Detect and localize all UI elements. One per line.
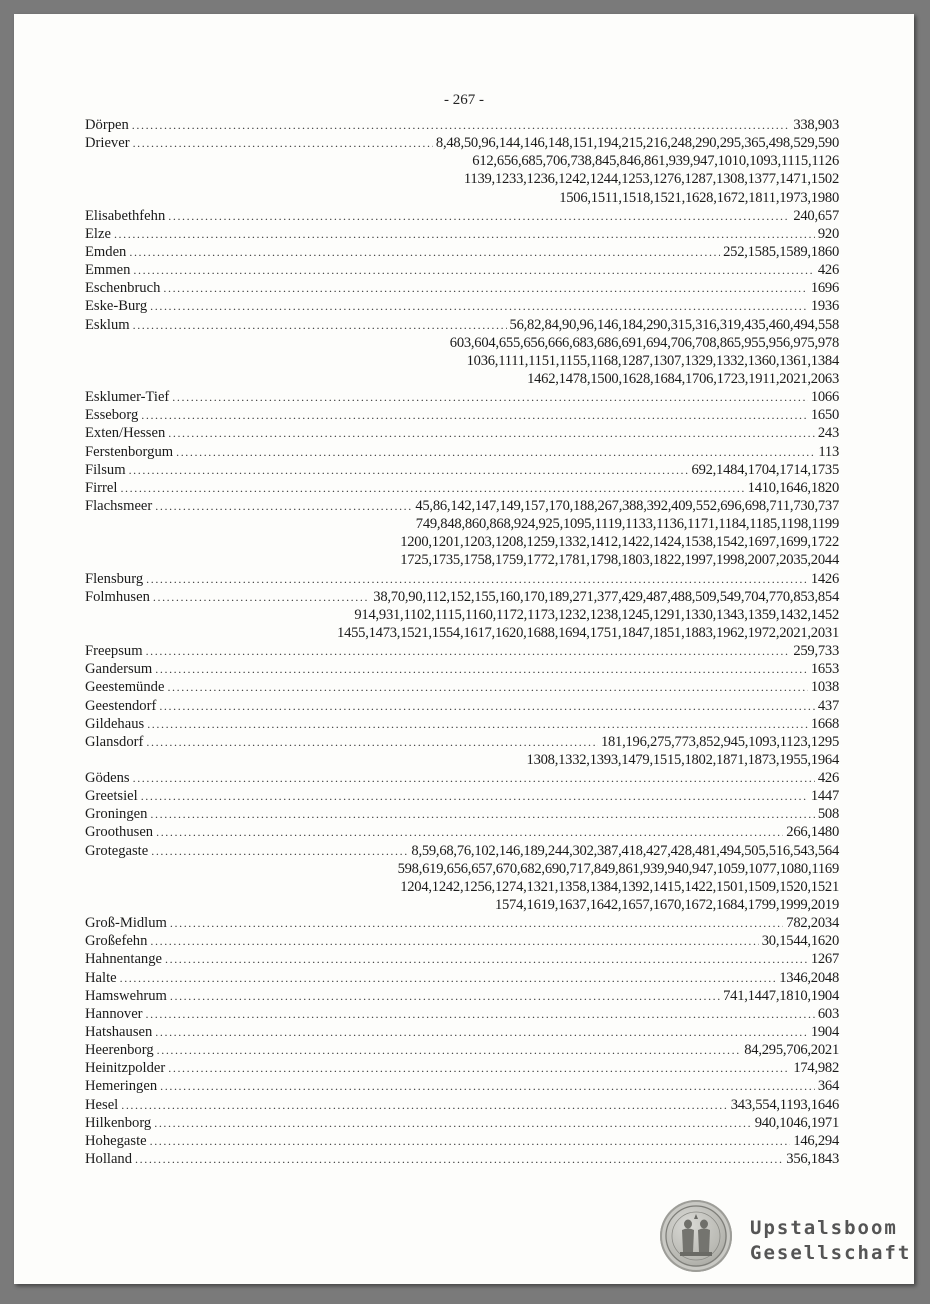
index-entry (85, 297, 839, 315)
reference-numbers: 1904 (810, 1024, 839, 1041)
index-entry-first-line (85, 697, 839, 715)
index-entry-first-line (85, 769, 839, 787)
index-entry-first-line (85, 914, 839, 932)
index-entry (85, 261, 839, 279)
place-name: Eske-Burg (85, 298, 148, 315)
reference-numbers: 56,82,84,90,96,146,184,290,315,316,319,435,460,494,558 (509, 316, 839, 333)
reference-numbers: 508 (817, 806, 839, 823)
reference-numbers: 8,48,50,96,144,146,148,151,194,215,216,248,290,295,365,498,529,590 (435, 135, 839, 152)
index-entry-first-line (85, 261, 839, 279)
reference-numbers: 1267 (810, 951, 839, 968)
index-entry (85, 660, 839, 678)
index-entry (85, 914, 839, 932)
place-name: Halte (85, 969, 117, 986)
place-name: Esklum (85, 316, 130, 333)
reference-numbers: 252,1585,1589,1860 (723, 243, 839, 260)
dot-leader (165, 950, 808, 968)
place-name: Grotegaste (85, 842, 149, 859)
reference-numbers: 174,982 (793, 1060, 839, 1077)
reference-numbers: 603 (817, 1005, 839, 1022)
reference-numbers-continuation: 749,848,860,868,924,925,1095,1119,1133,1136,1171,1184,1185,1198,1199 (415, 516, 839, 533)
dot-leader (135, 1150, 783, 1168)
place-name: Holland (85, 1151, 133, 1168)
index-entry-first-line (85, 461, 839, 479)
dot-leader (167, 678, 807, 696)
reference-numbers: 1066 (810, 389, 839, 406)
index-entry (85, 950, 839, 968)
index-entry (85, 388, 839, 406)
index-entry (85, 207, 839, 225)
reference-numbers-continuation: 612,656,685,706,738,845,846,861,939,947,1010,1093,1115,1126 (472, 153, 839, 170)
dot-leader (157, 1041, 742, 1059)
dot-leader (170, 914, 783, 932)
dot-leader (132, 116, 791, 134)
reference-numbers: 1653 (810, 661, 839, 678)
dot-leader (129, 461, 689, 479)
place-name: Flensburg (85, 570, 144, 587)
index-entry-first-line (85, 787, 839, 805)
dot-leader (168, 1059, 790, 1077)
index-entry (85, 1150, 839, 1168)
index-entry-first-line (85, 1150, 839, 1168)
index-entry (85, 588, 839, 642)
index-entry-first-line (85, 733, 839, 751)
reference-numbers: 338,903 (793, 117, 839, 133)
index-entry-first-line (85, 316, 839, 334)
reference-numbers-continuation: 1506,1511,1518,1521,1628,1672,1811,1973,1980 (559, 189, 839, 206)
dot-leader (114, 225, 815, 243)
dot-leader (155, 1023, 808, 1041)
dot-leader (129, 243, 720, 261)
reference-numbers: 782,2034 (786, 915, 839, 932)
place-name: Elisabethfehn (85, 207, 166, 224)
index-entry (85, 642, 839, 660)
wordmark-line-2: Gesellschaft (750, 1242, 912, 1264)
reference-numbers: 181,196,275,773,852,945,1093,1123,1295 (600, 733, 839, 750)
index-entry-first-line (85, 1077, 839, 1095)
place-name: Dörpen (85, 117, 129, 133)
dot-leader (155, 660, 808, 678)
index-entry-first-line (85, 116, 839, 134)
reference-numbers: 45,86,142,147,149,157,170,188,267,388,392,409,552,696,698,711,730,737 (415, 497, 839, 514)
index-entry-first-line (85, 243, 839, 261)
index-entry (85, 805, 839, 823)
dot-leader (141, 787, 808, 805)
reference-numbers: 741,1447,1810,1904 (723, 987, 839, 1004)
reference-numbers-continuation: 914,931,1102,1115,1160,1172,1173,1232,1238,1245,1291,1330,1343,1359,1432,1452 (354, 606, 839, 623)
reference-numbers: 356,1843 (786, 1151, 839, 1168)
dot-leader (154, 1114, 751, 1132)
index-entry-first-line (85, 297, 839, 315)
reference-numbers: 1038 (810, 679, 839, 696)
place-name: Exten/Hessen (85, 425, 166, 442)
reference-numbers: 1410,1646,1820 (747, 479, 839, 496)
index-entry (85, 1005, 839, 1023)
reference-numbers-continuation: 1139,1233,1236,1242,1244,1253,1276,1287,1308,1377,1471,1502 (463, 171, 839, 188)
page-number: - 267 - (444, 92, 484, 108)
dot-leader (150, 1132, 791, 1150)
reference-numbers: 692,1484,1704,1714,1735 (691, 461, 839, 478)
seal-emblem-icon (660, 1200, 732, 1272)
index-entry (85, 424, 839, 442)
index-entry (85, 1096, 839, 1114)
reference-numbers: 38,70,90,112,152,155,160,170,189,271,377,429,487,488,509,549,704,770,853,854 (373, 588, 839, 605)
place-name: Firrel (85, 479, 118, 496)
reference-numbers: 940,1046,1971 (754, 1114, 839, 1131)
dot-leader (176, 443, 815, 461)
reference-numbers: 364 (817, 1078, 839, 1095)
index-entry-first-line (85, 1005, 839, 1023)
place-name: Hannover (85, 1005, 143, 1022)
place-name: Heinitzpolder (85, 1060, 166, 1077)
reference-numbers-continuation: 1308,1332,1393,1479,1515,1802,1871,1873,1955,1964 (526, 751, 839, 768)
place-name: Großefehn (85, 933, 148, 950)
dot-leader (150, 297, 808, 315)
place-name: Esseborg (85, 407, 139, 424)
index-entry-first-line (85, 406, 839, 424)
index-entry (85, 243, 839, 261)
reference-numbers: 8,59,68,76,102,146,189,244,302,387,418,427,428,481,494,505,516,543,564 (411, 842, 839, 859)
index-entry-first-line (85, 715, 839, 733)
place-name: Ferstenborgum (85, 443, 174, 460)
dot-leader (146, 570, 808, 588)
reference-numbers-continuation: 1725,1735,1758,1759,1772,1781,1798,1803,1822,1997,1998,2007,2035,2044 (400, 552, 839, 569)
index-entry (85, 225, 839, 243)
reference-numbers: 1936 (810, 298, 839, 315)
index-entry-first-line (85, 443, 839, 461)
index-entry-first-line (85, 1023, 839, 1041)
reference-numbers-continuation: 1200,1201,1203,1208,1259,1332,1412,1422,1424,1538,1542,1697,1699,1722 (400, 534, 839, 551)
reference-numbers-continuation: 1036,1111,1151,1155,1168,1287,1307,1329,1332,1360,1361,1384 (466, 352, 839, 369)
reference-numbers: 240,657 (793, 207, 839, 224)
index-entry-first-line (85, 388, 839, 406)
reference-numbers: 266,1480 (786, 824, 839, 841)
reference-numbers: 259,733 (793, 643, 839, 660)
dot-leader (141, 406, 808, 424)
reference-numbers: 113 (818, 443, 839, 460)
reference-numbers: 84,295,706,2021 (744, 1042, 839, 1059)
index-entry (85, 733, 839, 769)
place-name: Glansdorf (85, 733, 144, 750)
index-entry-first-line (85, 497, 839, 515)
dot-leader (133, 261, 814, 279)
place-name: Driever (85, 135, 130, 152)
place-name: Emmen (85, 262, 131, 279)
place-name: Filsum (85, 461, 126, 478)
dot-leader (121, 1096, 727, 1114)
reference-numbers: 146,294 (793, 1132, 839, 1149)
reference-numbers: 1346,2048 (779, 969, 839, 986)
index-entry (85, 715, 839, 733)
index-entry (85, 932, 839, 950)
place-name: Elze (85, 225, 111, 242)
reference-numbers: 30,1544,1620 (761, 933, 839, 950)
dot-leader (155, 497, 412, 515)
index-entry-first-line (85, 279, 839, 297)
reference-numbers: 426 (817, 262, 839, 279)
dot-leader (151, 842, 408, 860)
index-entry (85, 969, 839, 987)
society-wordmark (750, 1216, 911, 1266)
reference-numbers-continuation: 1574,1619,1637,1642,1657,1670,1672,1684,1799,1999,2019 (494, 897, 839, 914)
index-entry (85, 570, 839, 588)
index-entry-first-line (85, 424, 839, 442)
dot-leader (168, 207, 790, 225)
dot-leader (120, 479, 744, 497)
index-entry (85, 1059, 839, 1077)
dot-leader (160, 1077, 815, 1095)
index-entry-first-line (85, 678, 839, 696)
index-entry (85, 1077, 839, 1095)
index-entry (85, 1114, 839, 1132)
index-entry (85, 1023, 839, 1041)
place-name: Hemeringen (85, 1078, 158, 1095)
index-entry-first-line (85, 932, 839, 950)
document-page (14, 14, 914, 1284)
index-entry-first-line (85, 950, 839, 968)
place-name: Eschenbruch (85, 280, 161, 297)
place-name: Hahnentange (85, 951, 162, 968)
dot-leader (150, 805, 814, 823)
index-entry-first-line (85, 987, 839, 1005)
reference-numbers-continuation: 603,604,655,656,666,683,686,691,694,706,708,865,955,956,975,978 (449, 334, 839, 351)
index-entry (85, 787, 839, 805)
index-entry-first-line (85, 1114, 839, 1132)
dot-leader (163, 279, 807, 297)
place-name: Gandersum (85, 661, 153, 678)
index-entry-first-line (85, 588, 839, 606)
place-name: Flachsmeer (85, 497, 153, 514)
index-entry-first-line (85, 823, 839, 841)
place-name: Groothusen (85, 824, 154, 841)
dot-leader (133, 134, 433, 152)
index-entry-first-line (85, 134, 839, 152)
reference-numbers: 1650 (810, 407, 839, 424)
reference-numbers: 1426 (810, 570, 839, 587)
dot-leader (120, 969, 777, 987)
reference-numbers-continuation: 598,619,656,657,670,682,690,717,849,861,939,940,947,1059,1077,1080,1169 (397, 860, 839, 877)
reference-numbers: 1447 (810, 788, 839, 805)
index-entry (85, 497, 839, 570)
place-name: Folmhusen (85, 588, 150, 605)
dot-leader (153, 588, 370, 606)
index-entry (85, 769, 839, 787)
place-name: Heerenborg (85, 1042, 154, 1059)
reference-numbers-continuation: 1204,1242,1256,1274,1321,1358,1384,1392,1415,1422,1501,1509,1520,1521 (400, 878, 839, 895)
dot-leader (159, 697, 815, 715)
place-name: Gödens (85, 770, 130, 787)
place-name: Emden (85, 243, 127, 260)
reference-numbers: 1668 (810, 715, 839, 732)
dot-leader (147, 715, 808, 733)
index-entry (85, 678, 839, 696)
dot-leader (133, 769, 815, 787)
dot-leader (150, 932, 758, 950)
place-name: Hilkenborg (85, 1114, 152, 1131)
dot-leader (133, 316, 507, 334)
index-entry-first-line (85, 1096, 839, 1114)
reference-numbers: 920 (817, 225, 839, 242)
place-name: Groningen (85, 806, 148, 823)
index-entry-first-line (85, 642, 839, 660)
place-name: Groß-Midlum (85, 915, 167, 932)
dot-leader (146, 642, 791, 660)
index-entry (85, 1132, 839, 1150)
index-entry (85, 479, 839, 497)
place-name: Geestendorf (85, 697, 157, 714)
index-entry-first-line (85, 1132, 839, 1150)
reference-numbers: 243 (817, 425, 839, 442)
place-name: Hamswehrum (85, 987, 167, 1004)
index-entry (85, 987, 839, 1005)
place-name: Esklumer-Tief (85, 389, 170, 406)
index-entry-first-line (85, 1059, 839, 1077)
index-entry (85, 842, 839, 915)
index-entry (85, 461, 839, 479)
wordmark-line-1: Upstalsboom (750, 1217, 898, 1239)
reference-numbers: 343,554,1193,1646 (730, 1096, 839, 1113)
dot-leader (172, 388, 808, 406)
index-entry (85, 279, 839, 297)
place-name: Geestemünde (85, 679, 165, 696)
reference-numbers: 437 (817, 697, 839, 714)
index-entry (85, 1041, 839, 1059)
index-entry-first-line (85, 1041, 839, 1059)
index-entry-first-line (85, 842, 839, 860)
place-name: Hohegaste (85, 1132, 147, 1149)
index-entry-first-line (85, 805, 839, 823)
place-name: Hesel (85, 1096, 119, 1113)
index-entry (85, 823, 839, 841)
reference-numbers-continuation: 1455,1473,1521,1554,1617,1620,1688,1694,1751,1847,1851,1883,1962,1972,2021,2031 (337, 624, 839, 641)
place-name: Gildehaus (85, 715, 145, 732)
index-entry (85, 316, 839, 389)
reference-numbers: 1696 (810, 280, 839, 297)
index-entry (85, 134, 839, 207)
index-entry-first-line (85, 969, 839, 987)
place-name: Hatshausen (85, 1024, 153, 1041)
index-entry (85, 116, 839, 134)
place-name: Freepsum (85, 643, 143, 660)
reference-numbers-continuation: 1462,1478,1500,1628,1684,1706,1723,1911,2021,2063 (527, 370, 839, 387)
index-entry-first-line (85, 207, 839, 225)
index-entry (85, 697, 839, 715)
society-seal-logo (660, 1200, 732, 1272)
index-entry-first-line (85, 225, 839, 243)
index-entry-first-line (85, 660, 839, 678)
dot-leader (156, 823, 783, 841)
dot-leader (146, 1005, 815, 1023)
dot-leader (146, 733, 598, 751)
reference-numbers: 426 (817, 770, 839, 787)
index-entry-first-line (85, 479, 839, 497)
dot-leader (170, 987, 720, 1005)
index-entry (85, 406, 839, 424)
index-entry-first-line (85, 570, 839, 588)
place-name: Greetsiel (85, 788, 138, 805)
index-entry (85, 443, 839, 461)
dot-leader (168, 424, 815, 442)
place-name-index (85, 116, 839, 1168)
